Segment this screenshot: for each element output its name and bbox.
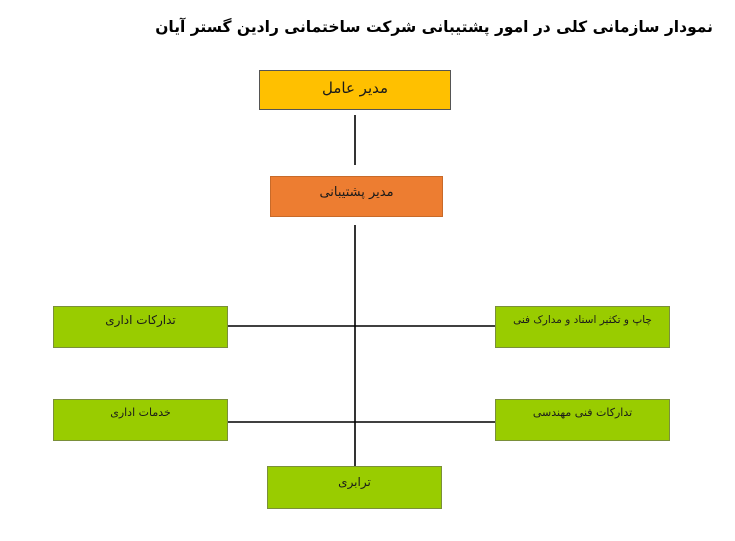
node-support-manager-label: مدیر پشتیبانی (319, 185, 394, 200)
node-ceo-label: مدیر عامل (321, 79, 389, 97)
chart-title: نمودار سازمانی کلی در امور پشتیبانی شرکت ساختمانی رادین گستر آیان (155, 18, 713, 36)
node-admin-services-label: خدمات اداری (110, 405, 171, 419)
node-transport (267, 466, 442, 509)
node-print-copy-docs (495, 306, 670, 348)
node-ceo (259, 70, 451, 110)
node-engineering-procurement-label: تدارکات فنی مهندسی (532, 405, 633, 419)
node-admin-procurement (53, 306, 228, 348)
node-admin-procurement-label: تدارکات اداری (105, 313, 176, 327)
node-print-copy-docs-label: چاپ و تکثیر اسناد و مدارک فنی (513, 314, 652, 326)
node-engineering-procurement (495, 399, 670, 441)
node-transport-label: ترابری (338, 474, 371, 489)
node-support-manager (270, 176, 443, 217)
node-admin-services (53, 399, 228, 441)
